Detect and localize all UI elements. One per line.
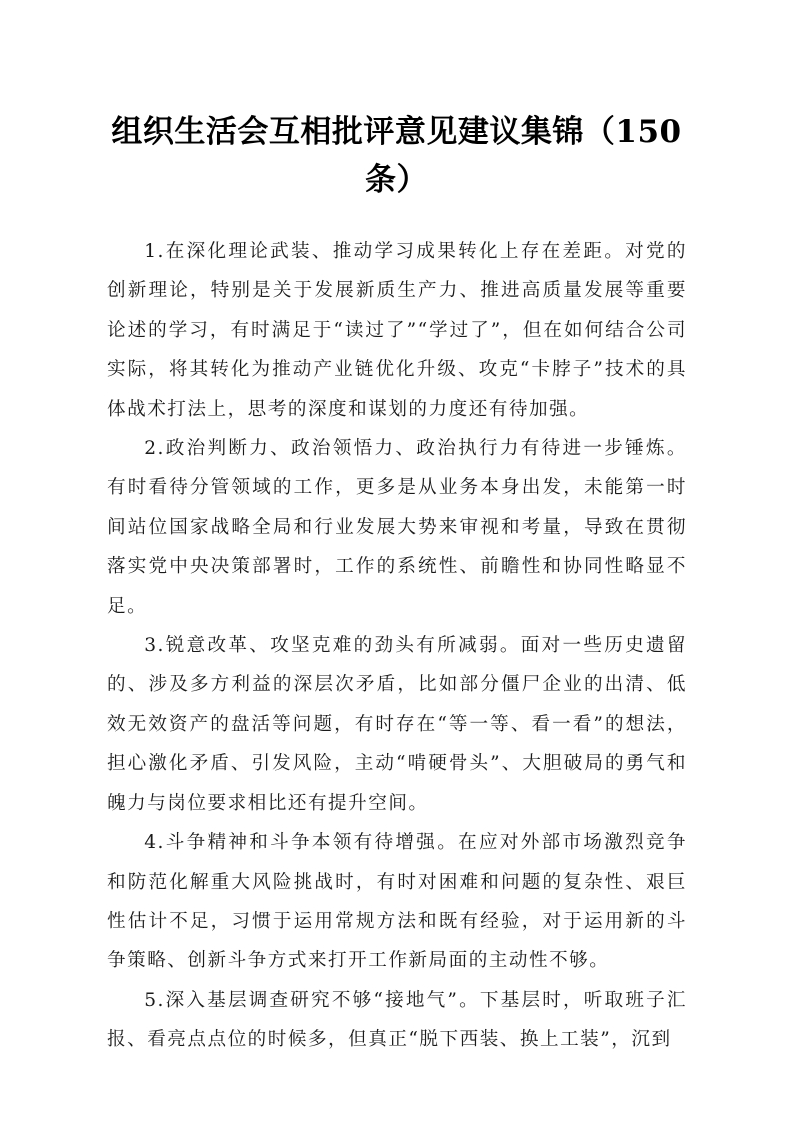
paragraph-3: 3.锐意改革、攻坚克难的劲头有所减弱。面对一些历史遗留的、涉及多方利益的深层次矛盾，比如部分僵尸企业的出清、低效无效资产的盘活等问题，有时存在“等一等、看一看”的想法，担心激化矛盾、引发风险，主动“啃硬骨头”、大胆破局的勇气和魄力与岗位要求相比还有提升空间。 [107,635,687,814]
paragraph-2: 2.政治判断力、政治领悟力、政治执行力有待进一步锤炼。有时看待分管领域的工作，更多是从业务本身出发，未能第一时间站位国家战略全局和行业发展大势来审视和考量，导致在贯彻落实党中央决策部署时，工作的系统性、前瞻性和协同性略显不足。 [107,438,687,617]
document-body [107,232,687,1060]
paragraph-4: 4.斗争精神和斗争本领有待增强。在应对外部市场激烈竞争和防范化解重大风险挑战时，有时对困难和问题的复杂性、艰巨性估计不足，习惯于运用常规方法和既有经验，对于运用新的斗争策略、创新斗争方式来打开工作新局面的主动性不够。 [107,832,687,972]
paragraph-5: 5.深入基层调查研究不够“接地气”。下基层时，听取班子汇报、看亮点点位的时候多，但真正“脱下西装、换上工装”，沉到 [107,989,687,1051]
paragraph-1: 1.在深化理论武装、推动学习成果转化上存在差距。对党的创新理论，特别是关于发展新质生产力、推进高质量发展等重要论述的学习，有时满足于“读过了”“学过了”，但在如何结合公司实际，将其转化为推动产业链优化升级、攻克“卡脖子”技术的具体战术打法上，思考的深度和谋划的力度还有待加强。 [107,241,687,420]
document-title: 组织生活会互相批评意见建议集锦（150条） [111,114,682,198]
